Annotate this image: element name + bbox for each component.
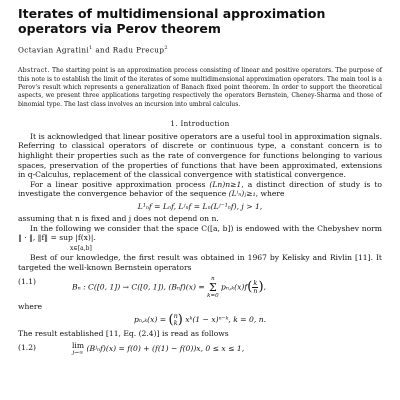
author-line bbox=[18, 45, 382, 54]
section-heading bbox=[18, 119, 382, 128]
equation-number: (1.1) bbox=[18, 276, 37, 286]
iterate-definition-equation: L¹ₙf = Lₙf, Lʲₙf = Lₙ(Lʲ⁻¹ₙf), j > 1, bbox=[137, 202, 263, 212]
iterate-sequence-symbol: (Lⁱₙ)ⱼ≥₁ bbox=[228, 189, 256, 199]
paragraph-process: For a linear positive approximation process (Ln)n≥1, a distinct direction of study is to investigate the convergence behavior of the sequence (Lⁱₙ)ⱼ≥₁, where bbox=[18, 179, 382, 199]
limit-symbol: lim j→∞ bbox=[72, 340, 85, 356]
paper-page bbox=[18, 6, 382, 359]
sup-subscript: x∈[a,b] bbox=[70, 244, 92, 252]
sum-symbol: n Σ k=0 bbox=[207, 275, 219, 299]
binomial-coefficient: n k bbox=[173, 312, 178, 328]
equation-1-2: (1.2) lim j→∞ (Bʲₙf)(x) = f(0) + (f(1) − f(0))x, 0 ≤ x ≤ 1, bbox=[18, 340, 245, 356]
equation-1-1: (1.1) Bₙ : C([0, 1]) → C([0, 1]), (Bₙf)(x) = n Σ k=0 pₙ,ₖ(x)f( $\frac{k}{n}$ ), bbox=[18, 275, 266, 299]
paragraph-norm: In the following we consider that the space C([a, b]) is endowed with the Chebyshev norm ‖ · ‖, ‖f‖ = sup |f(x)|. x∈[a,b] bbox=[18, 223, 382, 252]
fraction: $\frac{k}{n}$ bbox=[253, 278, 258, 295]
author-1-affiliation: 1 bbox=[89, 45, 93, 51]
where-label: where bbox=[18, 301, 43, 311]
equation-number: (1.2) bbox=[18, 342, 37, 352]
paragraph-result: The result established [11, Eq. (2.4)] is read as follows bbox=[18, 329, 229, 339]
author-1: Octavian Agratini bbox=[18, 45, 90, 55]
paragraph-assumption: assuming that n is fixed and j does not depend on n. bbox=[18, 214, 219, 224]
sequence-symbol: (Ln)n≥1 bbox=[209, 179, 242, 189]
author-2-affiliation: 2 bbox=[164, 45, 168, 51]
author-conjunction: and bbox=[95, 45, 111, 55]
paragraph-history: Best of our knowledge, the first result was obtained in 1967 by Kelisky and Rivlin [11]. It targeted the well-known Bernstein operators bbox=[18, 253, 382, 272]
basis-polynomial-equation: pₙ,ₖ(x) = ( n k ) xᵏ(1 − x)ⁿ⁻ᵏ, k = 0, n. bbox=[133, 312, 267, 328]
abstract bbox=[18, 67, 382, 108]
section-title: Introduction bbox=[180, 118, 230, 128]
paper-title: Iterates of multidimensional approximation operators via Perov theorem bbox=[18, 6, 326, 36]
abstract-label: Abstract. bbox=[18, 67, 50, 75]
abstract-text: The starting point is an approximation process consisting of linear and positive operators. The purpose of this note is to establish the limit of the iterates of some multidimensional approximation operators. The main tool is a Perov's result which represents a generalization of Banach fixed point theorem. In order to support the theoretical aspects, we present three applications targeting respectively the operators Bernstein, Cheney-Sharma and those of binomial type. The last class involves an incursion into umbral calculus. bbox=[18, 67, 383, 108]
section-number: 1. bbox=[170, 118, 178, 128]
paragraph-intro: It is acknowledged that linear positive operators are a useful tool in approximation signals. Referring to classical operators of discrete or continuous type, a constant concern is to highlight their properties such as the rate of convergence for functions belonging to various spaces, preservation of the properties of functions that have been approximated, extensions in q-Calculus, replacement of the classical convergence with statistical convergence. bbox=[18, 131, 382, 180]
author-2: Radu Precup bbox=[112, 45, 165, 55]
